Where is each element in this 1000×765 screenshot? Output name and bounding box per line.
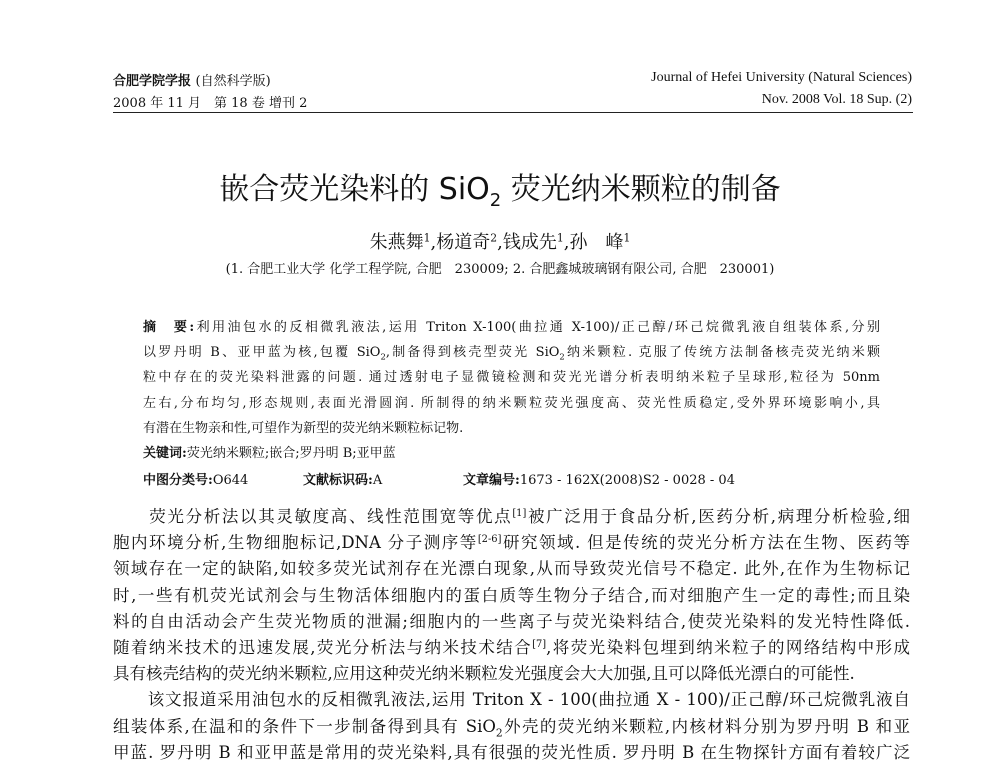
journal-title-cn: 合肥学院学报 (113, 74, 192, 89)
body-line (113, 505, 910, 529)
author-affiliation-mark: 1 (423, 231, 431, 245)
separator: , (497, 232, 503, 253)
header-rule (113, 112, 913, 113)
title-text: 嵌合荧光染料的 SiO (219, 172, 490, 207)
issue-volume-en: Nov. 2008 Vol. 18 Sup. (2) (761, 92, 912, 107)
text-run: 组装体系,在温和的条件下一步制备得到具有 SiO (113, 716, 496, 736)
separator: , (430, 232, 437, 253)
text-run: 粒中存在的荧光染料泄露的问题. 通过透射电子显微镜检测和荧光光谱分析表明纳米粒子呈球形,粒径为 50nm (143, 370, 880, 386)
text-run: 荧光纳米颗粒;嵌合;罗丹明 B;亚甲蓝 (186, 446, 396, 461)
text-run: 利用油包水的反相微乳液法,运用 Triton X-100(曲拉通 X-100)/正己醇/环己烷微乳液自组装体系,分别 (194, 320, 880, 335)
affiliations: (1. 合肥工业大学 化学工程学院, 合肥 230009; 2. 合肥鑫城玻璃钢有限公司, 合肥 230001) (225, 262, 775, 277)
text-run: 以罗丹明 B、亚甲蓝为核,包覆 SiO (143, 345, 381, 361)
text-run: 纳米颗粒. 克服了传统方法制备核壳荧光纳米颗 (564, 345, 880, 361)
section-label: 关键词: (143, 446, 187, 461)
abstract-line (143, 343, 880, 363)
doc-code-label: 文献标识码: (303, 473, 373, 488)
title-text-end: 荧光纳米颗粒的制备 (501, 172, 781, 207)
author-list (0, 228, 1000, 254)
author-name: 朱燕舞 (369, 232, 424, 253)
text-run: 荧光分析法以其灵敏度高、线性范围宽等优点 (113, 507, 513, 526)
clc-label: 中图分类号: (143, 473, 213, 488)
subscript: 2 (380, 351, 386, 362)
section-label: 摘 要: (143, 320, 195, 335)
text-run: 左右,分布均匀,形态规则,表面光滑圆润. 所制得的纳米颗粒荧光强度高、荧光性质稳定,受外界环境影响小,具 (143, 395, 880, 411)
citation: [2-6] (477, 534, 502, 546)
citation: [7] (532, 639, 547, 651)
text-run: 有潜在生物亲和性,可望作为新型的荧光纳米颗粒标记物. (143, 420, 464, 436)
subscript: 2 (559, 351, 565, 362)
abstract-line (143, 318, 880, 338)
abstract-line (143, 444, 880, 464)
abstract-line (143, 368, 880, 388)
separator: , (563, 232, 570, 253)
journal-edition-cn: (自然科学版) (195, 74, 271, 89)
text-run: 领域存在一定的缺陷,如较多荧光试剂存在光漂白现象,从而导致荧光信号不稳定. 此外,在作为生物标记 (113, 559, 910, 579)
subscript: 2 (495, 725, 503, 739)
author-name: 杨道奇 (436, 232, 491, 253)
citation: [1] (512, 508, 527, 520)
text-run: 被广泛用于食品分析,医药分析,病理分析检验,细 (526, 507, 910, 526)
body-line (113, 741, 910, 765)
body-line (113, 715, 910, 739)
author-affiliation-mark: 1 (556, 231, 564, 245)
text-run: 研究领域. 但是传统的荧光分析方法在生物、医药等 (501, 533, 910, 553)
journal-name-cn (113, 70, 271, 89)
body-line (113, 610, 910, 634)
body-line (113, 557, 910, 581)
text-run: 随着纳米技术的迅速发展,荧光分析法与纳米技术结合 (113, 638, 533, 657)
body-line (113, 662, 910, 686)
text-run: 胞内环境分析,生物细胞标记,DNA 分子测序等 (113, 533, 478, 553)
text-run: ,制备得到核壳型荧光 SiO (385, 345, 560, 361)
author-affiliation-mark: 1 (623, 231, 631, 245)
author-name: 钱成先 (502, 232, 557, 253)
article-no-label: 文章编号: (463, 473, 520, 488)
journal-name-en: Journal of Hefei University (Natural Sciences) (651, 70, 912, 85)
text-run: 甲蓝. 罗丹明 B 和亚甲蓝是常用的荧光染料,具有很强的荧光性质. 罗丹明 B 在生物探针方面有着较广泛 (113, 742, 910, 762)
text-run: 时,一些有机荧光试剂会与生物活体细胞内的蛋白质等生物分子结合,而对细胞产生一定的毒性;而且染 (113, 585, 910, 605)
abstract-line (143, 394, 880, 414)
author-name: 孙 峰 (569, 232, 624, 253)
paper-title (0, 164, 1000, 211)
issue-date-cn: 2008 年 11 月 第 18 卷 增刊 2 (113, 96, 308, 111)
article-no-value: 1673 - 162X(2008)S2 - 0028 - 04 (519, 473, 735, 488)
text-run: 该文报道采用油包水的反相微乳液法,运用 Triton X - 100(曲拉通 X - 100)/正己醇/环己烷微乳液自 (113, 690, 910, 710)
doc-code-value: A (372, 473, 383, 488)
abstract-line (143, 419, 880, 439)
text-run: 料的自由活动会产生荧光物质的泄漏;细胞内的一些离子与荧光染料结合,使荧光染料的发光特性降低. (113, 611, 910, 631)
body-line (113, 688, 910, 712)
text-run: 具有核壳结构的荧光纳米颗粒,应用这种荧光纳米颗粒发光强度会大大加强,且可以降低光漂白的可能性. (113, 664, 855, 684)
clc-value: O644 (212, 473, 249, 488)
title-subscript: 2 (489, 190, 502, 211)
text-run: ,将荧光染料包埋到纳米粒子的网络结构中形成 (546, 638, 910, 657)
author-affiliation-mark: 2 (490, 231, 498, 245)
body-line (113, 584, 910, 608)
text-run: 外壳的荧光纳米颗粒,内核材料分别为罗丹明 B 和亚 (502, 716, 910, 736)
body-line (113, 636, 910, 660)
body-line (113, 531, 910, 555)
